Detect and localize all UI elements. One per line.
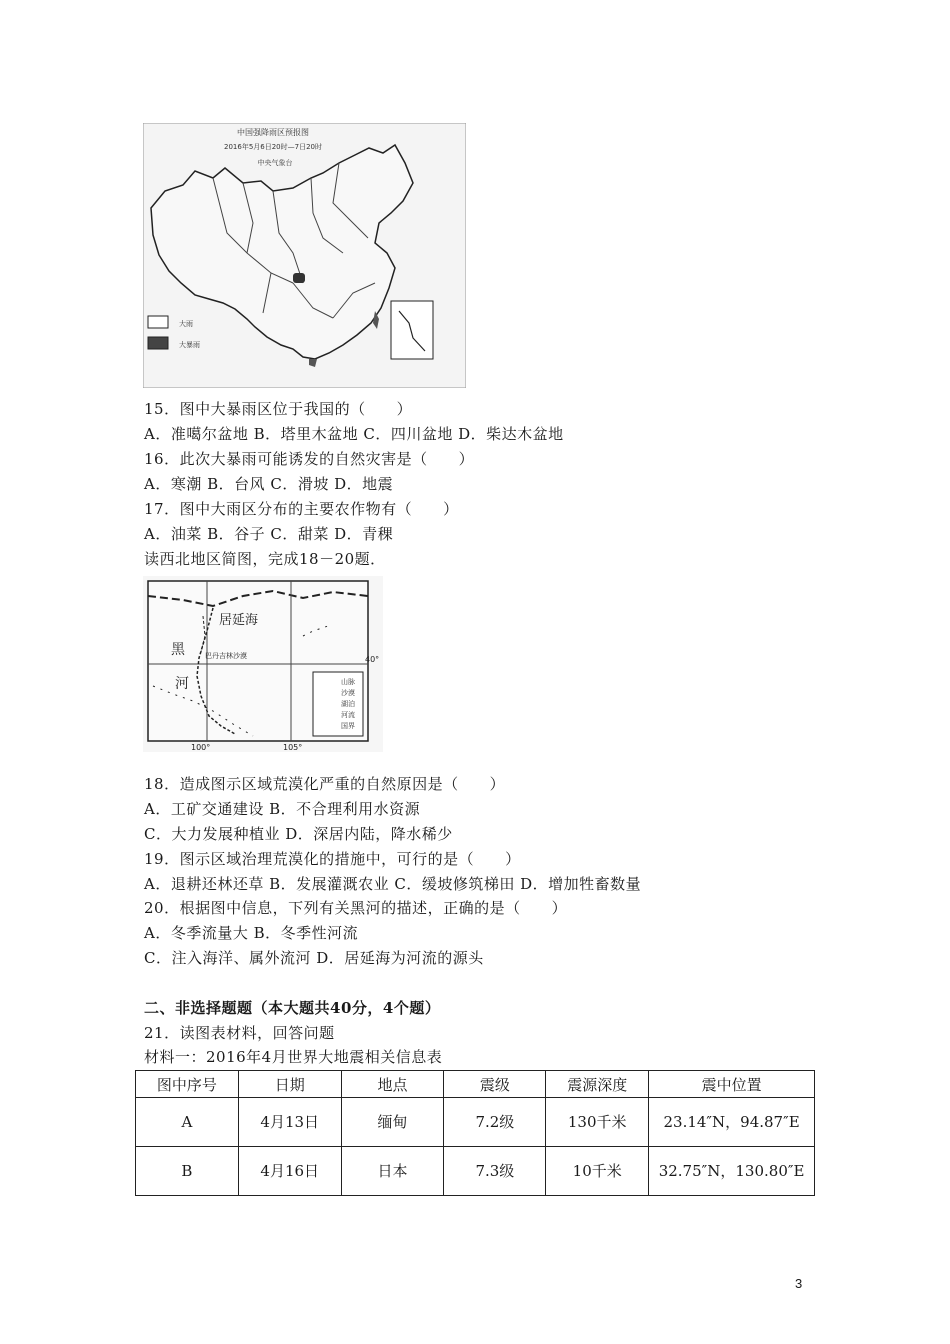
- cell-depth: 130千米: [546, 1098, 649, 1147]
- heavy-rain-area: [293, 273, 305, 283]
- map2-legend-box: [313, 672, 363, 736]
- col-header-index: 图中序号: [136, 1071, 239, 1098]
- table-header-row: [136, 1071, 815, 1098]
- cell-index: B: [136, 1147, 239, 1196]
- china-rain-map-svg: [143, 123, 466, 388]
- q15-stem: 15．图中大暴雨区位于我国的（ ）: [144, 400, 413, 418]
- map2-legend-lake: 湖泊: [341, 700, 355, 708]
- intro-18-20: 读西北地区简图，完成18－20题．: [144, 550, 386, 568]
- col-header-depth: 震源深度: [546, 1071, 649, 1098]
- table-row: [136, 1098, 815, 1147]
- legend-heavy-swatch: [148, 337, 168, 349]
- map2-legend-mountain: 山脉: [341, 678, 355, 686]
- label-juyanhai: 居延海: [219, 613, 259, 628]
- cell-magnitude: 7.3级: [444, 1147, 546, 1196]
- q19-stem: 19．图示区域治理荒漠化的措施中，可行的是（ ）: [144, 850, 521, 868]
- map1-source: 中央气象台: [257, 159, 293, 167]
- legend-heavy-label: 大暴雨: [179, 341, 200, 349]
- col-header-location: 地点: [341, 1071, 444, 1098]
- page-number: 3: [795, 1276, 803, 1291]
- label-lon-105: 105°: [283, 743, 303, 752]
- q16-options: A．寒潮 B．台风 C．滑坡 D．地震: [144, 475, 394, 493]
- map2-legend-river: 河流: [341, 711, 355, 719]
- cell-date: 4月13日: [238, 1098, 341, 1147]
- earthquake-table: [135, 1070, 815, 1196]
- q21-stem: 21．读图表材料，回答问题: [144, 1024, 335, 1042]
- label-hei: 黑: [171, 642, 185, 658]
- col-header-epicenter: 震中位置: [649, 1071, 815, 1098]
- q17-stem: 17．图中大雨区分布的主要农作物有（ ）: [144, 500, 459, 518]
- q20-stem: 20．根据图中信息，下列有关黑河的描述，正确的是（ ）: [144, 899, 568, 917]
- label-lon-100: 100°: [191, 743, 211, 752]
- section-2-heading: 二、非选择题题（本大题共40分，4个题）: [144, 999, 441, 1017]
- northwest-map-svg: [143, 576, 383, 752]
- q18-options-2: C．大力发展种植业 D．深居内陆，降水稀少: [144, 825, 453, 843]
- map2-legend-border: 国界: [341, 722, 355, 730]
- material-1-caption: 材料一：2016年4月世界大地震相关信息表: [144, 1048, 443, 1066]
- q20-options-2: C．注入海洋、属外流河 D．居延海为河流的源头: [144, 949, 484, 967]
- northwest-map: [143, 576, 383, 752]
- q18-stem: 18．造成图示区域荒漠化严重的自然原因是（ ）: [144, 775, 506, 793]
- cell-epicenter: 32.75″N，130.80″E: [649, 1147, 815, 1196]
- map2-legend-desert: 沙漠: [341, 689, 355, 697]
- map1-title: 中国强降雨区预报图: [237, 128, 309, 137]
- cell-magnitude: 7.2级: [444, 1098, 546, 1147]
- cell-location: 日本: [341, 1147, 444, 1196]
- q19-options: A．退耕还林还草 B．发展灌溉农业 C．缓坡修筑梯田 D．增加牲畜数量: [144, 875, 642, 893]
- q20-options-1: A．冬季流量大 B．冬季性河流: [144, 924, 359, 942]
- label-badain-jaran: 巴丹吉林沙漠: [205, 652, 247, 660]
- label-lat-40: 40°: [365, 655, 380, 664]
- col-header-magnitude: 震级: [444, 1071, 546, 1098]
- q16-stem: 16．此次大暴雨可能诱发的自然灾害是（ ）: [144, 450, 475, 468]
- q17-options: A．油菜 B．谷子 C．甜菜 D．青稞: [144, 525, 394, 543]
- south-sea-inset: [391, 301, 433, 359]
- q15-options: A．准噶尔盆地 B．塔里木盆地 C．四川盆地 D．柴达木盆地: [144, 425, 564, 443]
- cell-depth: 10千米: [546, 1147, 649, 1196]
- col-header-date: 日期: [238, 1071, 341, 1098]
- label-he: 河: [175, 676, 189, 692]
- q18-options-1: A．工矿交通建设 B．不合理利用水资源: [144, 800, 421, 818]
- china-rain-map: [143, 123, 466, 388]
- table-row: [136, 1147, 815, 1196]
- legend-rain-swatch: [148, 316, 168, 328]
- legend-rain-label: 大雨: [179, 320, 193, 328]
- map1-subtitle: 2016年5月6日20时—7日20时: [224, 143, 322, 151]
- cell-epicenter: 23.14″N，94.87″E: [649, 1098, 815, 1147]
- cell-date: 4月16日: [238, 1147, 341, 1196]
- cell-location: 缅甸: [341, 1098, 444, 1147]
- cell-index: A: [136, 1098, 239, 1147]
